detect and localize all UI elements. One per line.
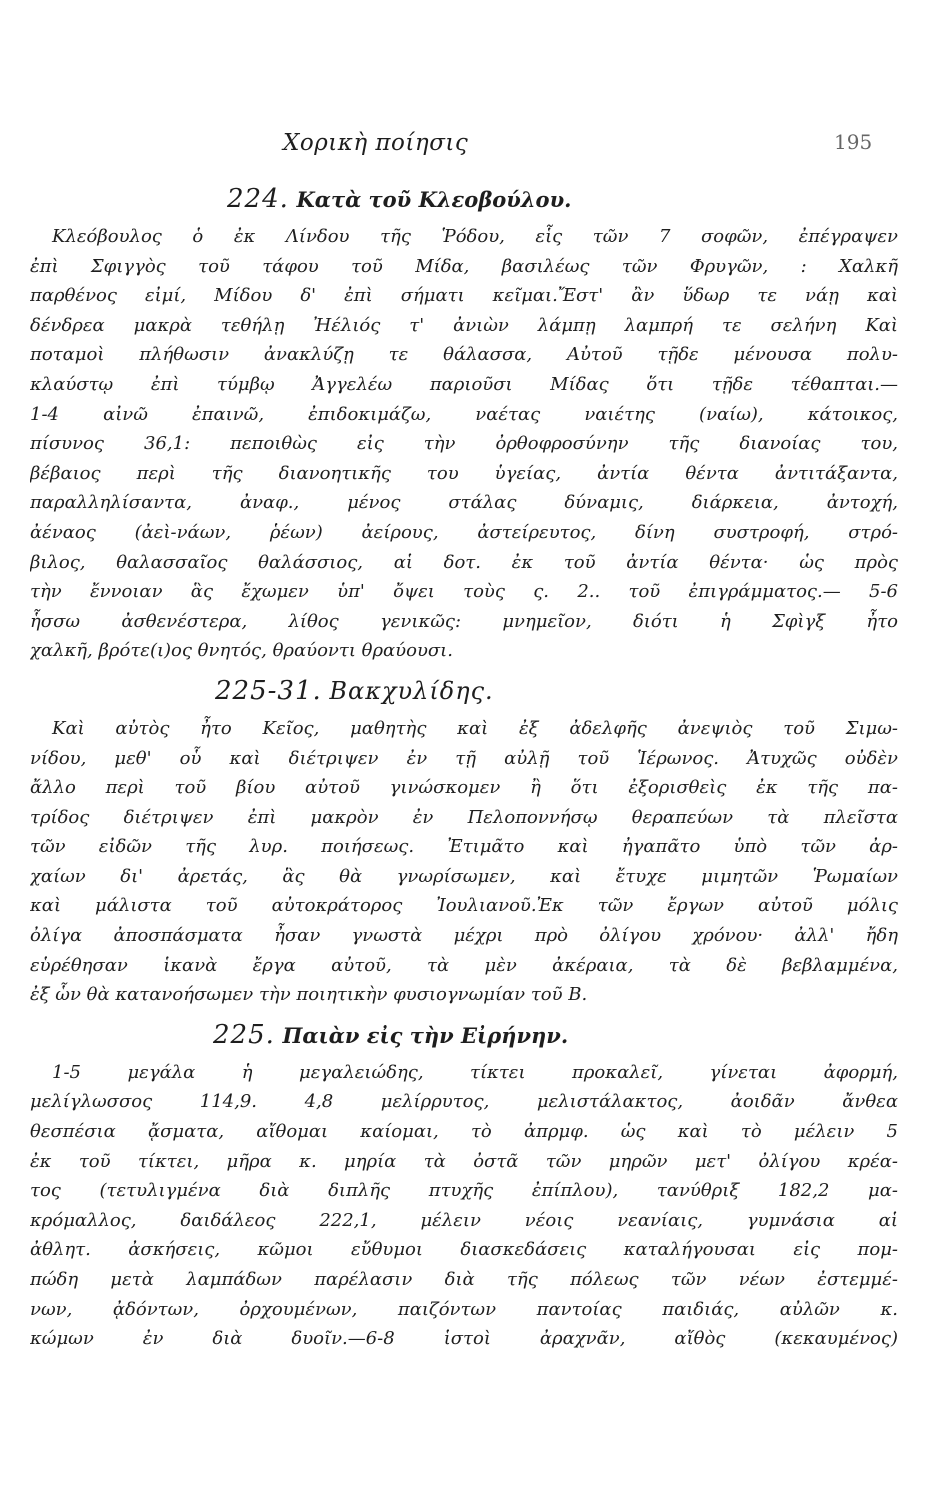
text-line: Καὶ αὐτὸς ἦτο Κεῖος, μαθητὴς καὶ ἐξ ἀδελφῆς ἀνεψιὸς τοῦ Σιμω- — [52, 717, 898, 739]
text-line: θεσπέσια ᾄσματα, αἴθομαι καίομαι, τὸ ἀπρμφ. ὡς καὶ τὸ μέλειν 5 — [30, 1121, 898, 1143]
text-line: ὀλίγα ἀποσπάσματα ἦσαν γνωστὰ μέχρι πρὸ ὀλίγου χρόνου· ἀλλ' ἤδη — [30, 925, 898, 947]
text-line: βιλος, θαλασσαῖος θαλάσσιος, αἱ δοτ. ἐκ τοῦ ἀντία θέντα· ὡς πρὸς — [30, 551, 898, 573]
section-number: 225-31. — [215, 675, 322, 706]
text-line: ἀέναος (ἀεὶ-νάων, ῥέων) ἀείρους, ἀστείρευτος, δίνη συστροφή, στρό- — [30, 521, 898, 543]
text-line: νίδου, μεθ' οὗ καὶ διέτριψεν ἐν τῇ αὐλῇ τοῦ Ἱέρωνος. Ἀτυχῶς οὐδὲν — [30, 747, 898, 769]
text-line: ἧσσω ἀσθενέστερα, λίθος γενικῶς: μνημεῖον, διότι ἡ Σφὶγξ ἦτο — [30, 610, 898, 632]
text-line: ἐκ τοῦ τίκτει, μῆρα κ. μηρία τὰ ὀστᾶ τῶν μηρῶν μετ' ὀλίγου κρέα- — [30, 1150, 898, 1172]
text-line: κλαύστῳ ἐπὶ τύμβῳ Ἀγγελέω παριοῦσι Μίδας ὅτι τῇδε τέθαπται.— — [30, 373, 898, 395]
section-225-text — [30, 1058, 898, 1354]
text-line: 1-5 μεγάλα ἡ μεγαλειώδης, τίκτει προκαλεῖ, γίνεται ἀφορμή, — [52, 1061, 898, 1083]
text-line: τος (τετυλιγμένα διὰ διπλῆς πτυχῆς ἐπίπλου), τανύθριξ 182,2 μα- — [30, 1180, 898, 1202]
section-title: Κατὰ τοῦ Κλεοβούλου. — [296, 187, 572, 212]
text-line: παρθένος εἰμί, Μίδου δ' ἐπὶ σήματι κεῖμαι.Ἔστ' ἂν ὕδωρ τε νάῃ καὶ — [30, 285, 898, 307]
text-line: ποταμοὶ πλήθωσιν ἀνακλύζῃ τε θάλασσα, Αὐτοῦ τῇδε μένουσα πολυ- — [30, 344, 898, 366]
running-title: Χορικὴ ποίησις — [283, 130, 469, 156]
text-line: μελίγλωσσος 114,9. 4,8 μελίρρυτος, μελιστάλακτος, ἀοιδᾶν ἄνθεα — [30, 1091, 898, 1113]
section-number: 224. — [227, 184, 289, 214]
section-225-31-heading — [30, 676, 898, 706]
text-line: ἐξ ὧν θὰ κατανοήσωμεν τὴν ποιητικὴν φυσιογνωμίαν τοῦ Β. — [30, 984, 588, 1006]
text-line: ἐπὶ Σφιγγὸς τοῦ τάφου τοῦ Μίδα, βασιλέως τῶν Φρυγῶν, : Χαλκῆ — [30, 255, 898, 277]
text-line: παραλληλίσαντα, ἀναφ., μένος στάλας δύναμις, διάρκεια, ἀντοχή, — [30, 492, 898, 514]
text-line: δένδρεα μακρὰ τεθήλῃ Ἠέλιός τ' ἀνιὼν λάμπῃ λαμπρή τε σελήνη Καὶ — [30, 314, 898, 336]
text-line: κώμων ἐν διὰ δυοῖν.—6-8 ἱστοὶ ἀραχνᾶν, αἴθὸς (κεκαυμένος) — [30, 1328, 898, 1350]
text-line: τῶν εἰδῶν τῆς λυρ. ποιήσεως. Ἐτιμᾶτο καὶ ἠγαπᾶτο ὑπὸ τῶν ἀρ- — [30, 836, 898, 858]
page-number: 195 — [834, 130, 873, 154]
text-line: ἀθλητ. ἀσκήσεις, κῶμοι εὔθυμοι διασκεδάσεις καταλήγουσαι εἰς πομ- — [30, 1239, 898, 1261]
text-line: βέβαιος περὶ τῆς διανοητικῆς του ὑγείας, ἀντία θέντα ἀντιτάξαντα, — [30, 462, 898, 484]
section-number: 225. — [213, 1019, 275, 1050]
text-line: χαλκῆ, βρότε(ι)ος θνητός, θραύοντι θραύουσι. — [30, 640, 453, 662]
text-line: ἄλλο περὶ τοῦ βίου αὐτοῦ γινώσκομεν ἢ ὅτι ἐξορισθεὶς ἐκ τῆς πα- — [30, 777, 898, 799]
text-line: εὑρέθησαν ἱκανὰ ἔργα αὐτοῦ, τὰ μὲν ἀκέραια, τὰ δὲ βεβλαμμένα, — [30, 954, 898, 976]
section-225-31-text — [30, 714, 898, 1010]
section-224-text — [30, 222, 898, 666]
text-line: κρόμαλλος, δαιδάλεος 222,1, μέλειν νέοις νεανίαις, γυμνάσια αἱ — [30, 1209, 898, 1231]
text-line: 1-4 αἰνῶ ἐπαινῶ, ἐπιδοκιμάζω, ναέτας ναιέτης (ναίω), κάτοικος, — [30, 403, 898, 425]
section-225-heading — [30, 1020, 898, 1050]
section-title: Παιὰν εἰς τὴν Εἰρήνην. — [282, 1022, 569, 1048]
section-title: Βακχυλίδης. — [329, 676, 494, 705]
text-line: χαίων δι' ἀρετάς, ἃς θὰ γνωρίσωμεν, καὶ ἔτυχε μιμητῶν Ῥωμαίων — [30, 865, 898, 887]
text-line: τρίδος διέτριψεν ἐπὶ μακρὸν ἐν Πελοποννήσῳ θεραπεύων τὰ πλεῖστα — [30, 806, 898, 828]
text-line: Κλεόβουλος ὁ ἐκ Λίνδου τῆς Ῥόδου, εἷς τῶν 7 σοφῶν, ἐπέγραψεν — [52, 226, 898, 247]
text-line: νων, ᾀδόντων, ὀρχουμένων, παιζόντων παντοίας παιδιάς, αὐλῶν κ. — [30, 1298, 898, 1320]
text-block — [30, 178, 898, 1354]
text-line: πίσυνος 36,1: πεποιθὼς εἰς τὴν ὀρθοφροσύνην τῆς διανοίας του, — [30, 433, 898, 455]
running-head — [0, 130, 931, 170]
text-line: καὶ μάλιστα τοῦ αὐτοκράτορος Ἰουλιανοῦ.Ἐκ τῶν ἔργων αὐτοῦ μόλις — [30, 895, 898, 917]
text-line: πώδη μετὰ λαμπάδων παρέλασιν διὰ τῆς πόλεως τῶν νέων ἐστεμμέ- — [30, 1269, 898, 1290]
text-line: τὴν ἔννοιαν ἃς ἔχωμεν ὑπ' ὄψει τοὺς ς. 2.. τοῦ ἐπιγράμματος.— 5-6 — [30, 581, 898, 603]
section-224-heading — [30, 184, 898, 214]
